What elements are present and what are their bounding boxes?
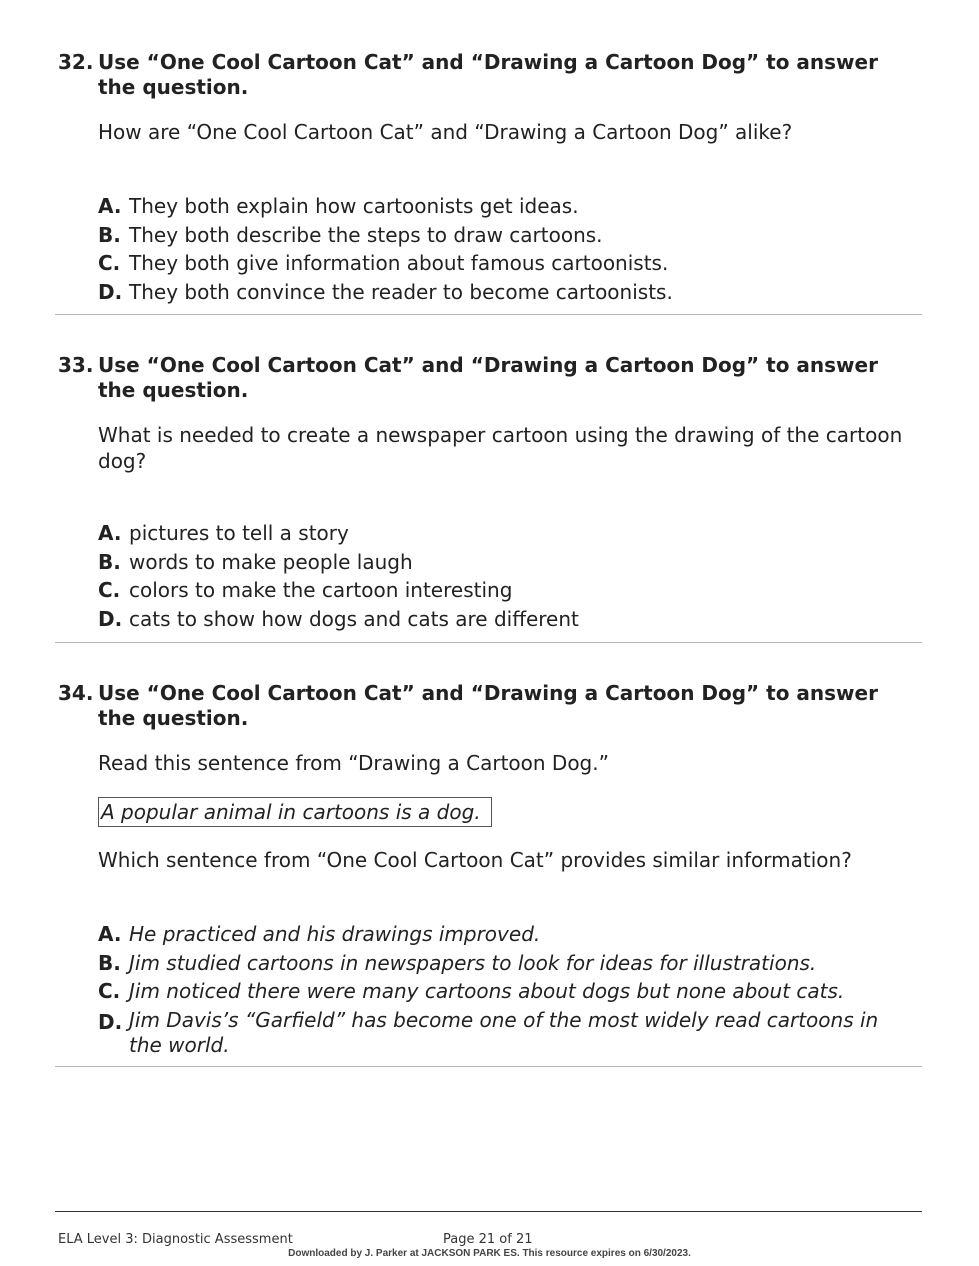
question-intro: Read this sentence from “Drawing a Cartoon Dog.” [98, 751, 609, 775]
quoted-sentence-box: A popular animal in cartoons is a dog. [98, 797, 492, 827]
question-number: 32. [58, 50, 94, 74]
answer-option-b[interactable] [98, 548, 918, 577]
option-letter: C. [98, 979, 121, 1004]
answer-options [98, 920, 918, 1058]
option-letter: A. [98, 922, 122, 946]
answer-options [98, 519, 918, 634]
question-number: 33. [58, 353, 94, 377]
option-letter: D. [98, 280, 123, 305]
question-heading: Use “One Cool Cartoon Cat” and “Drawing a Cartoon Dog” to answer the question. [98, 353, 878, 402]
answer-option-b[interactable] [98, 949, 918, 978]
question-stem: Which sentence from “One Cool Cartoon Cat” provides similar information? [98, 848, 852, 872]
question-heading: Use “One Cool Cartoon Cat” and “Drawing a Cartoon Dog” to answer the question. [98, 681, 878, 730]
option-letter: C. [98, 251, 121, 276]
answer-option-d[interactable] [98, 1008, 918, 1058]
option-text: Jim Davis’s “Garfield” has become one of the most widely read cartoons in the world. [129, 1008, 879, 1058]
question-divider [55, 1066, 922, 1067]
footer-page-number: Page 21 of 21 [443, 1232, 533, 1247]
option-text: He practiced and his drawings improved. [129, 922, 541, 946]
option-text: Jim studied cartoons in newspapers to look for ideas for illustrations. [129, 950, 817, 975]
option-text: They both describe the steps to draw cartoons. [129, 222, 603, 247]
question-number: 34. [58, 681, 94, 705]
option-letter: B. [98, 549, 121, 574]
footer-assessment-title: ELA Level 3: Diagnostic Assessment [58, 1232, 293, 1247]
option-letter: D. [98, 607, 123, 632]
option-letter: D. [98, 1010, 123, 1035]
answer-option-a[interactable] [98, 192, 918, 221]
question-stem: What is needed to create a newspaper cartoon using the drawing of the cartoon dog? [98, 423, 903, 473]
option-text: They both give information about famous cartoonists. [129, 251, 669, 276]
answer-option-b[interactable] [98, 221, 918, 250]
answer-option-c[interactable] [98, 576, 918, 605]
answer-option-a[interactable] [98, 519, 918, 548]
option-letter: C. [98, 578, 121, 603]
answer-option-d[interactable] [98, 278, 918, 307]
option-text: Jim noticed there were many cartoons about dogs but none about cats. [129, 979, 845, 1004]
question-divider [55, 642, 922, 643]
option-text: colors to make the cartoon interesting [129, 578, 513, 603]
footer-download-notice: Downloaded by J. Parker at JACKSON PARK ES. This resource expires on 6/30/2023. [288, 1248, 691, 1259]
option-letter: B. [98, 950, 121, 975]
answer-option-a[interactable] [98, 920, 918, 949]
quote-wrapper [98, 797, 918, 827]
option-letter: B. [98, 222, 121, 247]
answer-options [98, 192, 918, 307]
question-stem: How are “One Cool Cartoon Cat” and “Drawing a Cartoon Dog” alike? [98, 120, 793, 144]
question-divider [55, 314, 922, 315]
option-text: pictures to tell a story [129, 521, 349, 545]
option-text: They both convince the reader to become cartoonists. [129, 280, 673, 305]
question-33 [58, 353, 918, 634]
option-letter: A. [98, 521, 122, 545]
question-34 [58, 681, 918, 1058]
answer-option-c[interactable] [98, 249, 918, 278]
option-text: cats to show how dogs and cats are different [129, 607, 579, 632]
option-letter: A. [98, 194, 122, 218]
option-text: words to make people laugh [129, 549, 413, 574]
footer-rule [55, 1211, 922, 1212]
answer-option-c[interactable] [98, 977, 918, 1006]
answer-option-d[interactable] [98, 605, 918, 634]
question-heading: Use “One Cool Cartoon Cat” and “Drawing a Cartoon Dog” to answer the question. [98, 50, 878, 99]
option-text: They both explain how cartoonists get ideas. [129, 194, 579, 218]
question-32 [58, 50, 918, 307]
